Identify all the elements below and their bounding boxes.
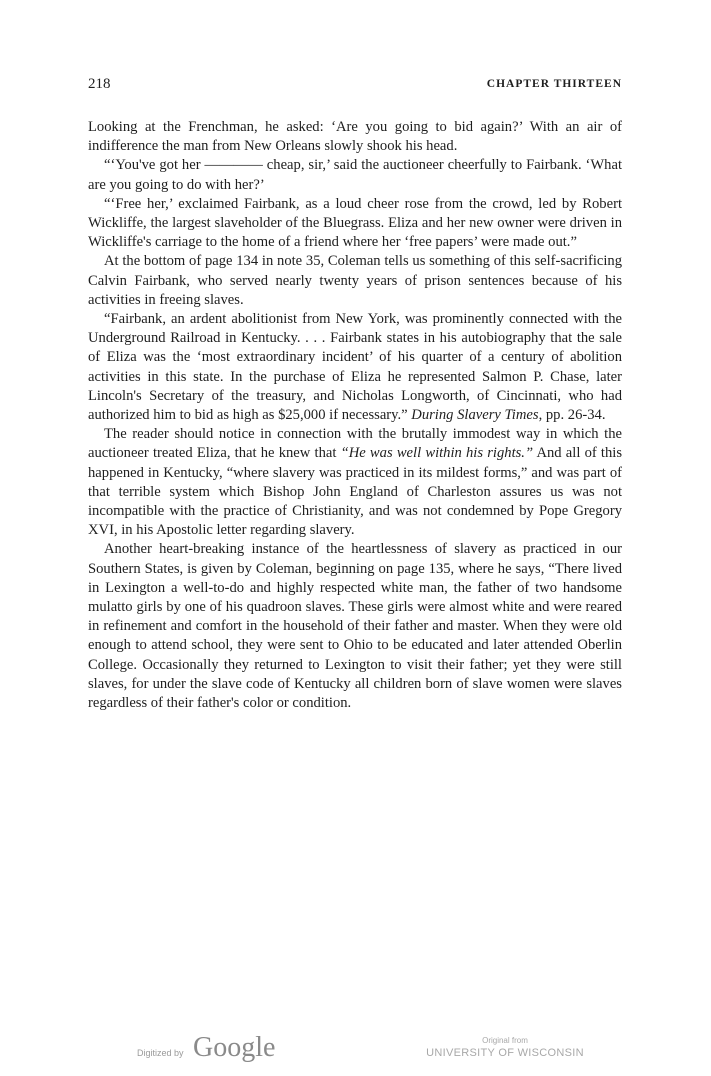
original-from-watermark (410, 1036, 600, 1060)
digitized-by-label: Digitized by (137, 1048, 184, 1058)
page-number: 218 (88, 76, 111, 92)
original-from-label: Original from (482, 1036, 528, 1045)
paragraph-6-text: The reader should notice in connection with the brutally immodest way in which the auctioneer treated Eliza, that he knew that (88, 426, 622, 462)
paragraph-6-continuation: And all of this happened in Kentucky, “where slavery was practiced in its mildest forms,” and was part of that terrible system which Bishop John England of Charleston assures us was not incompatible with the practice of Christianity, and was not condemned by Pope Gregory XVI, in his Apostolic letter regarding slavery. (88, 445, 622, 539)
body-text (88, 118, 622, 713)
paragraph-6 (88, 425, 622, 540)
paragraph-4: At the bottom of page 134 in note 35, Coleman tells us something of this self-sacrificing Calvin Fairbank, who served nearly twenty years of prison sentences because of his activities in freeing slaves. (88, 253, 622, 308)
paragraph-5-citation: , pp. 26-34. (538, 407, 606, 424)
institution-name: UNIVERSITY OF WISCONSIN (426, 1047, 584, 1059)
quote-italic: “He was well within his rights.” (340, 445, 534, 462)
paragraph-5-text: “Fairbank, an ardent abolitionist from New York, was prominently connected with the Underground Railroad in Kentucky. . . . Fairbank states in his autobiography that the sale of Eliza was the ‘most extraordinary incident’ of his quarter of a century of abolition activities in this state. In the purchase of Eliza he represented Salmon P. Chase, later Lincoln's Secretary of the treasury, and Nicholas Longworth, of Cincinnati, who had authorized him to bid as high as $25,000 if necessary.” (88, 311, 622, 424)
paragraph-7: Another heart-breaking instance of the heartlessness of slavery as practiced in our Southern States, is given by Coleman, beginning on page 135, where he says, “There lived in Lexington a well-to-do and highly respected white man, the father of two handsome mulatto girls by one of his quadroon slaves. These girls were almost white and were reared in refinement and comfort in the household of their father and master. When they were old enough to attend school, they were sent to Ohio to be educated and later attended Oberlin College. Occasionally they returned to Lexington to visit their father; yet they were still slaves, for under the slave code of Kentucky all children born of slave women were slaves regardless of their father's color or condition. (88, 541, 622, 712)
paragraph-5 (88, 310, 622, 425)
chapter-title: CHAPTER THIRTEEN (486, 78, 622, 90)
running-head (88, 76, 622, 96)
book-title-italic: During Slavery Times (411, 407, 539, 424)
paragraph-3: “‘Free her,’ exclaimed Fairbank, as a loud cheer rose from the crowd, led by Robert Wickliffe, the largest slaveholder of the Bluegrass. Eliza and her new owner were driven in Wickliffe's carriage to the home of a friend where her ‘free papers’ were made out.” (88, 195, 622, 251)
google-logo: Google (193, 1032, 276, 1063)
paragraph-1: Looking at the Frenchman, he asked: ‘Are you going to bid again?’ With an air of indifference the man from New Orleans slowly shook his head. (88, 119, 622, 155)
paragraph-2: “‘You've got her ———— cheap, sir,’ said the auctioneer cheerfully to Fairbank. ‘What are you going to do with her?’ (88, 157, 622, 193)
